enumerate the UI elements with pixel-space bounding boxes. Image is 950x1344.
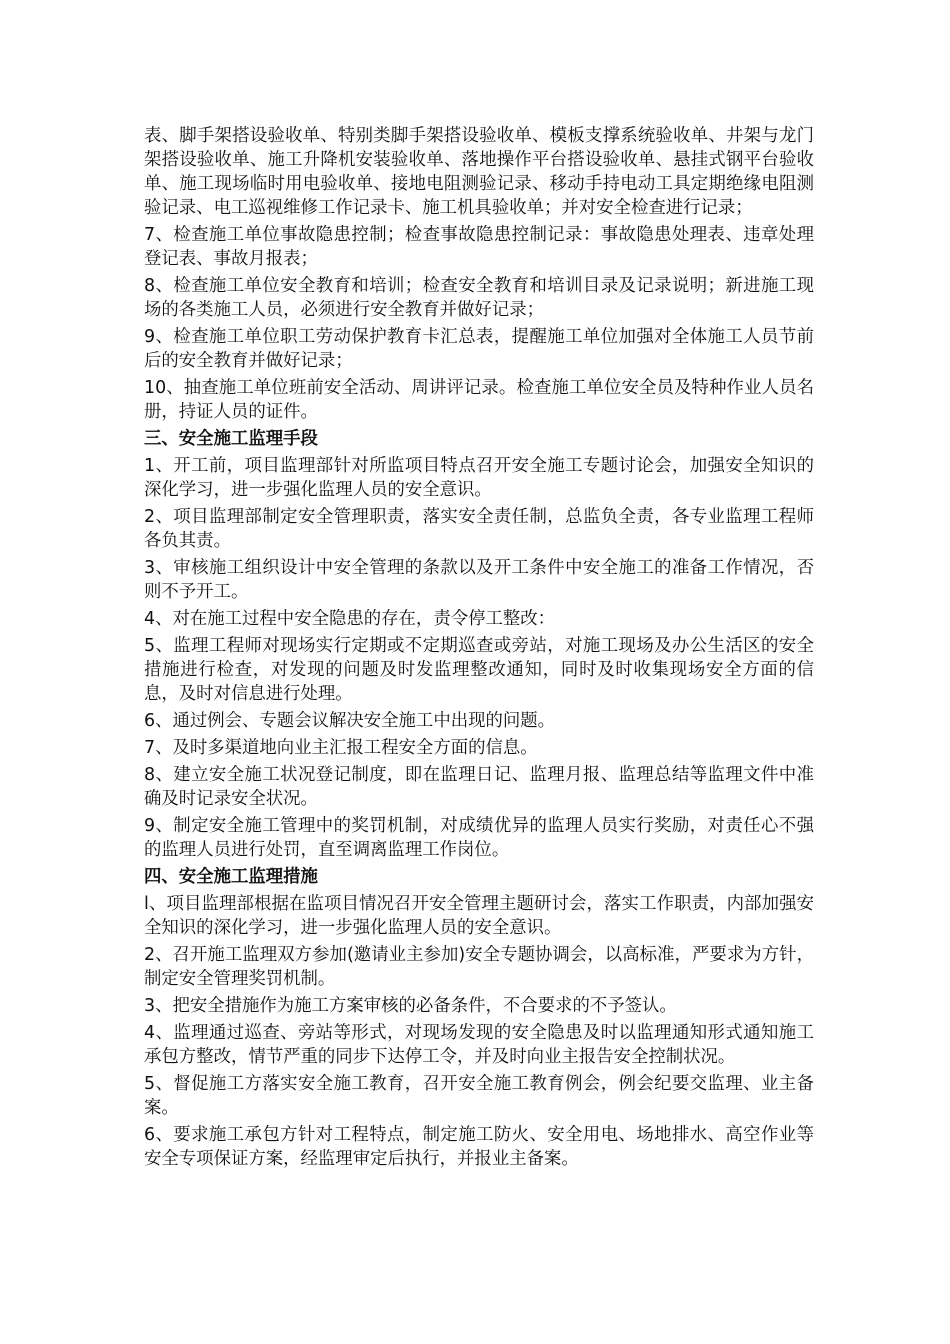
paragraph-measures-5: 5、督促施工方落实安全施工教育，召开安全施工教育例会，例会纪要交监理、业主备案。 [144,1074,814,1118]
section-heading-3: 三、安全施工监理手段 [144,429,318,449]
paragraph-means-4: 4、对在施工过程中安全隐患的存在，责令停工整改： [144,609,556,629]
paragraph-measures-1: l、项目监理部根据在监项目情况召开安全管理主题研讨会，落实工作职责，内部加强安全知识的深化学习，进一步强化监理人员的安全意识。 [144,894,814,938]
paragraph-means-6: 6、通过例会、专题会议解决安全施工中出现的问题。 [144,711,556,731]
section-heading-4: 四、安全施工监理措施 [144,867,318,887]
paragraph-means-9: 9、制定安全施工管理中的奖罚机制，对成绩优异的监理人员实行奖励，对责任心不强的监理人员进行处罚，直至调离监理工作岗位。 [144,816,814,860]
paragraph-measures-4: 4、监理通过巡查、旁站等形式，对现场发现的安全隐患及时以监理通知形式通知施工承包方整改，情节严重的同步下达停工令，并及时向业主报告安全控制状况。 [144,1023,814,1067]
paragraph-means-7: 7、及时多渠道地向业主汇报工程安全方面的信息。 [144,738,538,758]
paragraph-means-1: 1、开工前，项目监理部针对所监项目特点召开安全施工专题讨论会，加强安全知识的深化学习，进一步强化监理人员的安全意识。 [144,456,814,500]
paragraph-means-3: 3、审核施工组织设计中安全管理的条款以及开工条件中安全施工的准备工作情况，否则不予开工。 [144,558,814,602]
paragraph-means-8: 8、建立安全施工状况登记制度，即在监理日记、监理月报、监理总结等监理文件中准确及时记录安全状况。 [144,765,814,809]
paragraph-means-2: 2、项目监理部制定安全管理职责，落实安全责任制，总监负全责，各专业监理工程师各负其责。 [144,507,814,551]
paragraph-measures-3: 3、把安全措施作为施工方案审核的必备条件，不合要求的不予签认。 [144,996,677,1016]
paragraph-means-5: 5、监理工程师对现场实行定期或不定期巡查或旁站，对施工现场及办公生活区的安全措施进行检查，对发现的问题及时发监理整改通知，同时及时收集现场安全方面的信息，及时对信息进行处理。 [144,636,814,704]
paragraph-measures-6: 6、要求施工承包方针对工程特点，制定施工防火、安全用电、场地排水、高空作业等安全专项保证方案，经监理审定后执行，并报业主备案。 [144,1125,814,1169]
paragraph-item-8: 8、检查施工单位安全教育和培训；检查安全教育和培训目录及记录说明；新进施工现场的各类施工人员，必须进行安全教育并做好记录； [144,276,814,320]
paragraph-item-10: 10、抽查施工单位班前安全活动、周讲评记录。检查施工单位安全员及特种作业人员名册，持证人员的证件。 [144,378,814,422]
paragraph-checklist-continuation: 表、脚手架搭设验收单、特别类脚手架搭设验收单、模板支撑系统验收单、井架与龙门架搭设验收单、施工升降机安装验收单、落地操作平台搭设验收单、悬挂式钢平台验收单、施工现场临时用电验收单、接地电阻测验记录、移动手持电动工具定期绝缘电阻测验记录、电工巡视维修工作记录卡、施工机具验收单；并对安全检查进行记录； [144,126,814,218]
paragraph-item-7: 7、检查施工单位事故隐患控制；检查事故隐患控制记录：事故隐患处理表、违章处理登记表、事故月报表； [144,225,814,269]
document-body [144,124,814,1174]
paragraph-measures-2: 2、召开施工监理双方参加(邀请业主参加)安全专题协调会，以高标准，严要求为方针，制定安全管理奖罚机制。 [144,945,814,989]
paragraph-item-9: 9、检查施工单位职工劳动保护教育卡汇总表，提醒施工单位加强对全体施工人员节前后的安全教育并做好记录； [144,327,814,371]
